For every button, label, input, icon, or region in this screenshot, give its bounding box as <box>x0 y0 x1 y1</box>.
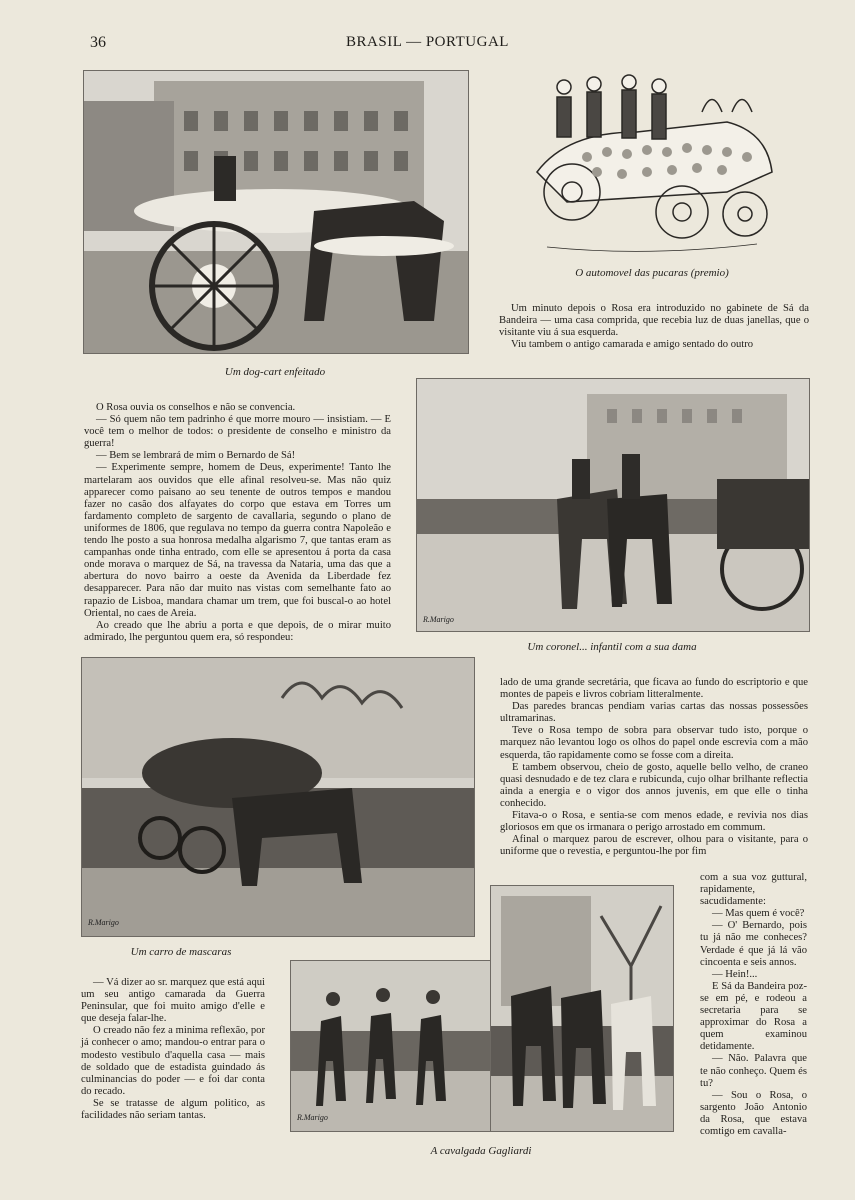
photo-cavalgada-right <box>490 885 674 1132</box>
text-column-right-mid <box>500 677 808 858</box>
running-head: BRASIL — PORTUGAL <box>346 34 509 50</box>
paragraph: Afinal o marquez parou de escrever, olhou para o visitante, para o uniforme que o revestia, e perguntou-lhe por fim <box>500 834 808 858</box>
paragraph: — Mas quem é você? <box>712 908 805 920</box>
paragraph: E tambem observou, cheio de gosto, aquelle bello velho, de craneo quasi desnudado e de tez clara e rubicunda, cujo olhar brilhante reflectia ainda a energia e o vigor dos annos juvenis, em que elle o tinha conhecido. <box>500 761 808 809</box>
caption-carro-mascaras: Um carro de mascaras <box>130 946 232 958</box>
paragraph: — Bem se lembrará de mim o Bernardo de Sá! <box>96 450 296 462</box>
paragraph: — O' Bernardo, pois tu já não me conheces? Verdade é que já lá vão cincoenta e seis annos. <box>700 920 807 968</box>
caption-dog-cart: Um dog-cart enfeitado <box>224 366 326 378</box>
paragraph: — Experimente sempre, homem de Deus, experimente! Tanto lhe martelaram aos ouvidos que elle afinal resolveu-se. Mas não quiz apparecer como paisano ao seu tenente de outros tempos e mandou fazer no casão dos alfayates do corpo que estava em Torres um fardamento completo de sargento de cavallaria, segundo o plano de uniformes de 1806, que regulava no tempo da guerra contra Napoleão e tendo lhe posto a sua honrosa medalha algarismo 7, que tantas eram as campanhas onde tinha entrado, com elle se apresentou á porta da casa onde morava o marquez de Sá, na travessa da Nataria, uma das que a abertura do novo bairro a oeste da Avenida da Liberdade fez desapparecer. Para não dar muito nas vistas com semelhante fato ao rapazio de Lisboa, mandara chamar um trem, que foi buscal-o ao hotel Oriental, no caes de Areia. <box>84 462 391 619</box>
photo-carro-mascaras <box>81 657 475 937</box>
photo-signature: R.Marigo <box>88 918 119 927</box>
photo-signature: R.Marigo <box>297 1113 328 1122</box>
paragraph: Fitava-o o Rosa, e sentia-se com menos edade, e revivia nos dias gloriosos em que os irmanara o perigo arrostado em commum. <box>500 810 808 834</box>
caption-coronel: Um coronel... infantil com a sua dama <box>527 641 697 653</box>
paragraph: O Rosa ouvia os conselhos e não se convencia. <box>96 402 296 413</box>
photo-dog-cart <box>83 70 469 354</box>
photo-cavalgada-left <box>290 960 492 1132</box>
paragraph: O creado não fez a minima reflexão, por já conhecer o amo; mandou-o entrar para o modesto vestibulo d'aquella casa — mais de soldado que de estadista guindado ás culminancias do poder — e foi dar conta do recado. <box>81 1025 265 1097</box>
paragraph: Ao creado que lhe abriu a porta e que depois, de o mirar muito admirado, lhe perguntou quem era, só respondeu: <box>84 619 391 643</box>
caption-automobile: O automovel das pucaras (premio) <box>575 267 729 279</box>
paragraph: Viu tambem o antigo camarada e amigo sentado do outro <box>511 339 754 351</box>
paragraph: — Hein!... <box>712 968 758 980</box>
drawing-automobile <box>527 72 777 262</box>
paragraph: Das paredes brancas pendiam varias cartas das nossas possessões ultramarinas. <box>500 701 808 725</box>
paragraph: Teve o Rosa tempo de sobra para observar tudo isto, porque o marquez não levantou logo os olhos do papel onde escrevia com a mão esquerda, tão rapidamente como se fosse com a direita. <box>500 725 808 761</box>
paragraph: Um minuto depois o Rosa era introduzido no gabinete de Sá da Bandeira — uma casa comprida, que recebia luz de duas janellas, que o visitante viu á sua esquerda. <box>499 303 809 339</box>
caption-cavalgada: A cavalgada Gagliardi <box>430 1145 532 1157</box>
text-column-left-mid <box>84 402 391 644</box>
paragraph: lado de uma grande secretária, que ficava ao fundo do escriptorio e que montes de papeis e livros cobriam litteralmente. <box>500 677 808 701</box>
text-column-right-narrow <box>700 872 807 1138</box>
paragraph: com a sua voz guttural, rapidamente, sacudidamente: <box>700 872 807 908</box>
paragraph: Se se tratasse de algum politico, as facilidades não seriam tantas. <box>81 1097 265 1122</box>
text-column-left-bottom <box>81 977 265 1122</box>
paragraph: — Só quem não tem padrinho é que morre mouro — insistiam. — E você tem o melhor de todos: o presidente de conselho e ministro da guerra! <box>84 414 391 450</box>
page-number: 36 <box>90 34 106 51</box>
photo-signature: R.Marigo <box>423 615 454 624</box>
photo-coronel <box>416 378 810 632</box>
paragraph: — Vá dizer ao sr. marquez que está aqui um seu antigo camarada da Guerra Peninsular, que foi muito amigo d'elle e que deseja falar-lhe. <box>81 977 265 1025</box>
paragraph: E Sá da Bandeira poz-se em pé, e rodeou a secretaria para se approximar do Rosa a quem examinou detidamente. <box>700 980 807 1053</box>
text-column-top-right <box>499 303 809 351</box>
paragraph: — Sou o Rosa, o sargento João Antonio da Rosa, que estava comtigo em cavalla- <box>700 1089 807 1137</box>
paragraph: — Não. Palavra que te não conheço. Quem és tu? <box>700 1053 807 1089</box>
